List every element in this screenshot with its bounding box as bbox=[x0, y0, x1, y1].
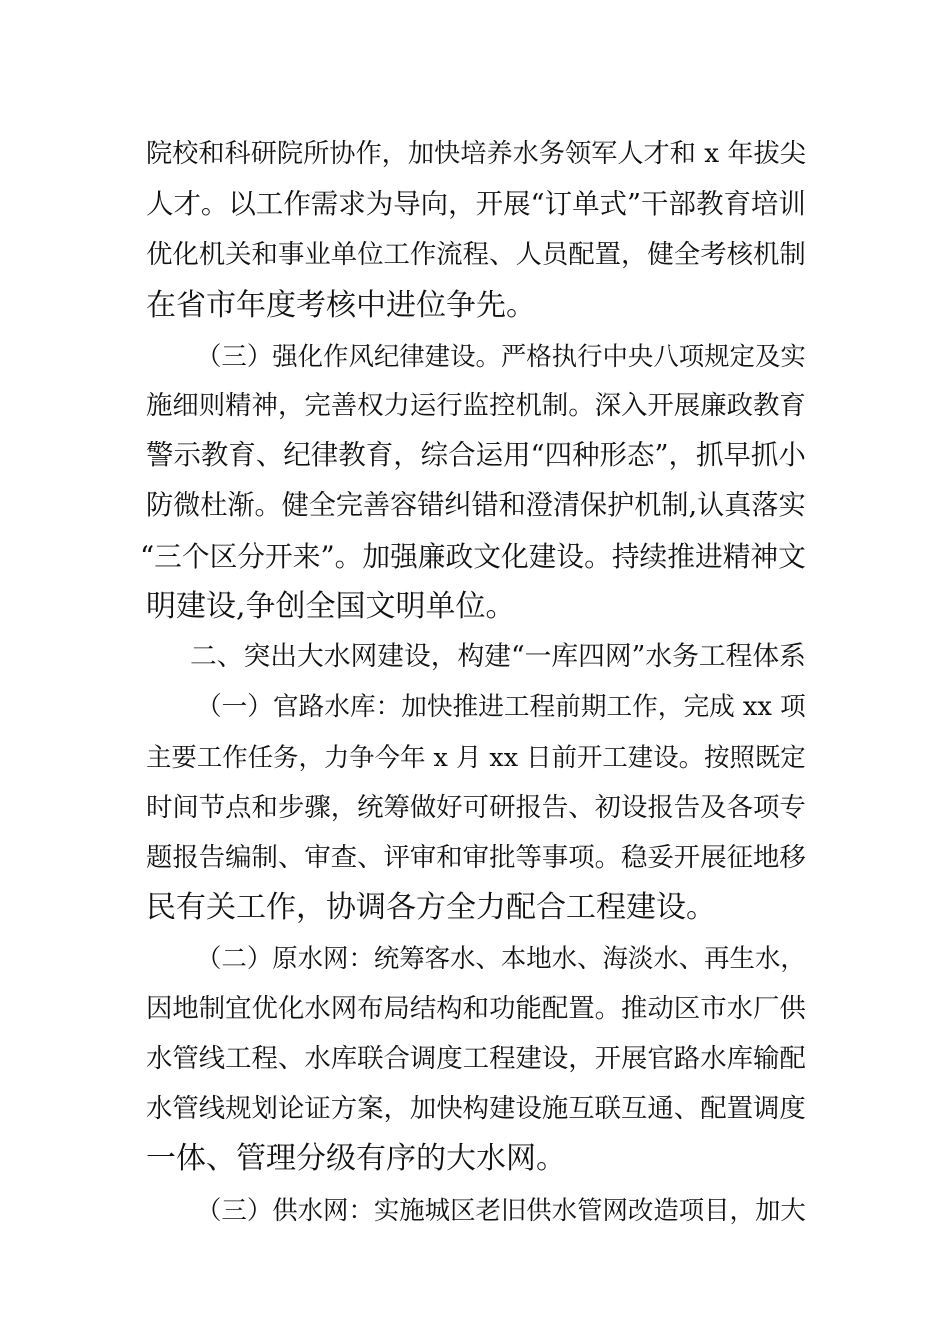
text-line: （一）官路水库：加快推进工程前期工作，完成 xx 项 bbox=[196, 692, 806, 722]
text-line: 水管线规划论证方案，加快构建设施互联互通、配置调度 bbox=[146, 1093, 806, 1124]
text-line: 主要工作任务，力争今年 x 月 xx 日前开工建设。按照既定 bbox=[146, 742, 806, 772]
text-line: 因地制宜优化水网布局结构和功能配置。推动区市水厂供 bbox=[146, 993, 806, 1024]
text-line: 警示教育、纪律教育，综合运用“四种形态”，抓早抓小 bbox=[146, 440, 806, 471]
text-line: 题报告编制、审查、评审和审批等事项。稳妥开展征地移 bbox=[146, 842, 806, 873]
text-line: （三）强化作风纪律建设。严格执行中央八项规定及实 bbox=[196, 341, 806, 371]
text-line: 时间节点和步骤，统筹做好可研报告、初设报告及各项专 bbox=[146, 792, 806, 823]
section-heading: 二、突出大水网建设，构建“一库四网”水务工程体系 bbox=[190, 641, 806, 672]
text-line: 一体、管理分级有序的大水网。 bbox=[146, 1141, 566, 1176]
text-line: （二）原水网：统筹客水、本地水、海淡水、再生水， bbox=[196, 943, 806, 973]
text-line: 院校和科研院所协作，加快培养水务领军人才和 x 年拔尖 bbox=[146, 139, 806, 169]
text-line: 施细则精神，完善权力运行监控机制。深入开展廉政教育 bbox=[146, 390, 806, 421]
text-line: 在省市年度考核中进位争先。 bbox=[146, 288, 536, 323]
text-line: 优化机关和事业单位工作流程、人员配置，健全考核机制 bbox=[146, 239, 806, 270]
text-line: 民有关工作，协调各方全力配合工程建设。 bbox=[146, 890, 716, 925]
text-line: 人才。以工作需求为导向，开展“订单式”干部教育培训 bbox=[146, 189, 806, 220]
text-line: （三）供水网：实施城区老旧供水管网改造项目，加大 bbox=[196, 1195, 806, 1225]
text-line: “三个区分开来”。加强廉政文化建设。持续推进精神文 bbox=[140, 540, 806, 573]
text-line: 水管线工程、水库联合调度工程建设，开展官路水库输配 bbox=[146, 1043, 806, 1074]
text-line: 明建设,争创全国文明单位。 bbox=[146, 589, 516, 624]
text-line: 防微杜渐。健全完善容错纠错和澄清保护机制,认真落实 bbox=[146, 490, 806, 521]
